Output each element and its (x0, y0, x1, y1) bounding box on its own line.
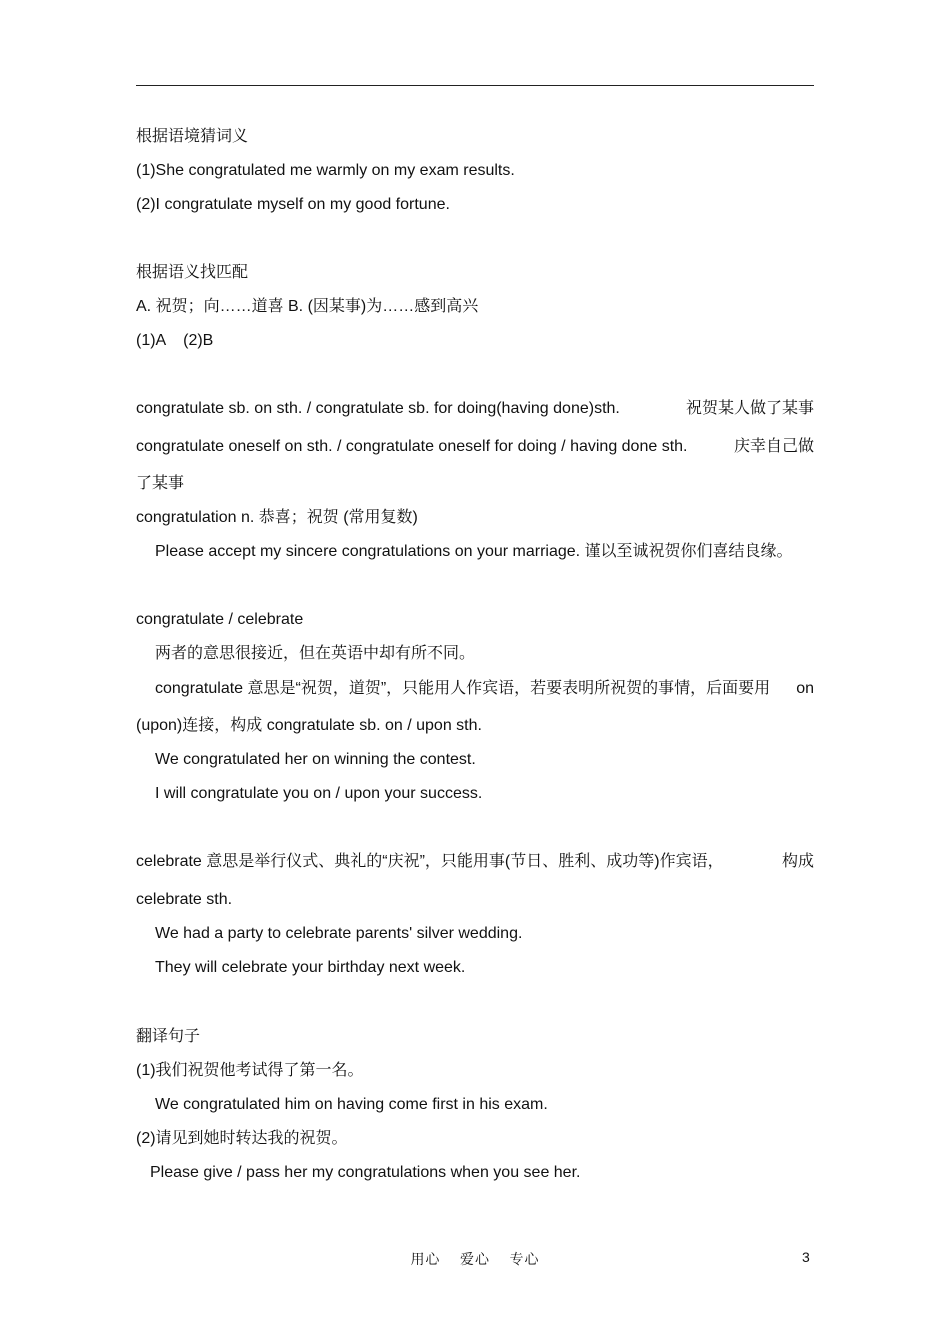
congratulate-example-2: I will congratulate you on / upon your success. (155, 785, 483, 802)
footer-motto: 用心 爱心 专心 (410, 1251, 540, 1267)
usage-2-chinese: 庆幸自己做 (733, 438, 814, 455)
meaning-options: A. 祝贺；向……道喜 B. (因某事)为……感到高兴 (136, 298, 479, 315)
usage-line-1 (136, 399, 814, 419)
comparison-intro: 两者的意思很接近，但在英语中却有所不同。 (155, 645, 476, 662)
usage-2-english: congratulate oneself on sth. / congratulate oneself for doing / having done sth. (136, 438, 688, 455)
translate-question-2: (2)请见到她时转达我的祝贺。 (136, 1130, 348, 1147)
section-heading-match-meaning: 根据语义找匹配 (136, 264, 249, 281)
usage-line-2-continued: 了某事 (136, 475, 185, 492)
celebrate-explanation-line-2: celebrate sth. (136, 891, 233, 908)
section-heading-guess-meaning: 根据语境猜词义 (136, 128, 249, 145)
congratulate-explanation-line-1 (155, 679, 814, 699)
match-answer: (1)A (2)B (136, 332, 214, 349)
congratulate-explanation-text: congratulate 意思是“祝贺，道贺”，只能用人作宾语，若要表明所祝贺的事情，后面要用 (155, 680, 771, 697)
usage-1-chinese: 祝贺某人做了某事 (685, 400, 814, 417)
comparison-heading: congratulate / celebrate (136, 611, 304, 628)
usage-line-2 (136, 437, 814, 457)
congratulate-explanation-line-2: (upon)连接，构成 congratulate sb. on / upon sth. (136, 717, 482, 734)
celebrate-example-1: We had a party to celebrate parents' silver wedding. (155, 925, 523, 942)
usage-1-english: congratulate sb. on sth. / congratulate sb. for doing(having done)sth. (136, 400, 620, 417)
header-rule (136, 85, 814, 86)
translate-question-1: (1)我们祝贺他考试得了第一名。 (136, 1062, 364, 1079)
noun-example: Please accept my sincere congratulations on your marriage. 谨以至诚祝贺你们喜结良缘。 (155, 543, 793, 560)
section-heading-translate: 翻译句子 (136, 1028, 201, 1045)
translate-answer-1: We congratulated him on having come first in his exam. (155, 1096, 548, 1113)
example-sentence-2: (2)I congratulate myself on my good fortune. (136, 196, 450, 213)
celebrate-explanation-line-1 (136, 852, 814, 872)
page-number: 3 (802, 1249, 810, 1265)
noun-definition: congratulation n. 恭喜；祝贺 (常用复数) (136, 509, 418, 526)
celebrate-explanation-text: celebrate 意思是举行仪式、典礼的“庆祝”，只能用事(节日、胜利、成功等)作宾语， (136, 853, 724, 870)
celebrate-explanation-end: 构成 (781, 853, 814, 870)
congratulate-example-1: We congratulated her on winning the contest. (155, 751, 476, 768)
congratulate-explanation-on: on (796, 680, 814, 697)
celebrate-example-2: They will celebrate your birthday next week. (155, 959, 466, 976)
example-sentence-1: (1)She congratulated me warmly on my exam results. (136, 162, 515, 179)
translate-answer-2: Please give / pass her my congratulations when you see her. (150, 1164, 581, 1181)
